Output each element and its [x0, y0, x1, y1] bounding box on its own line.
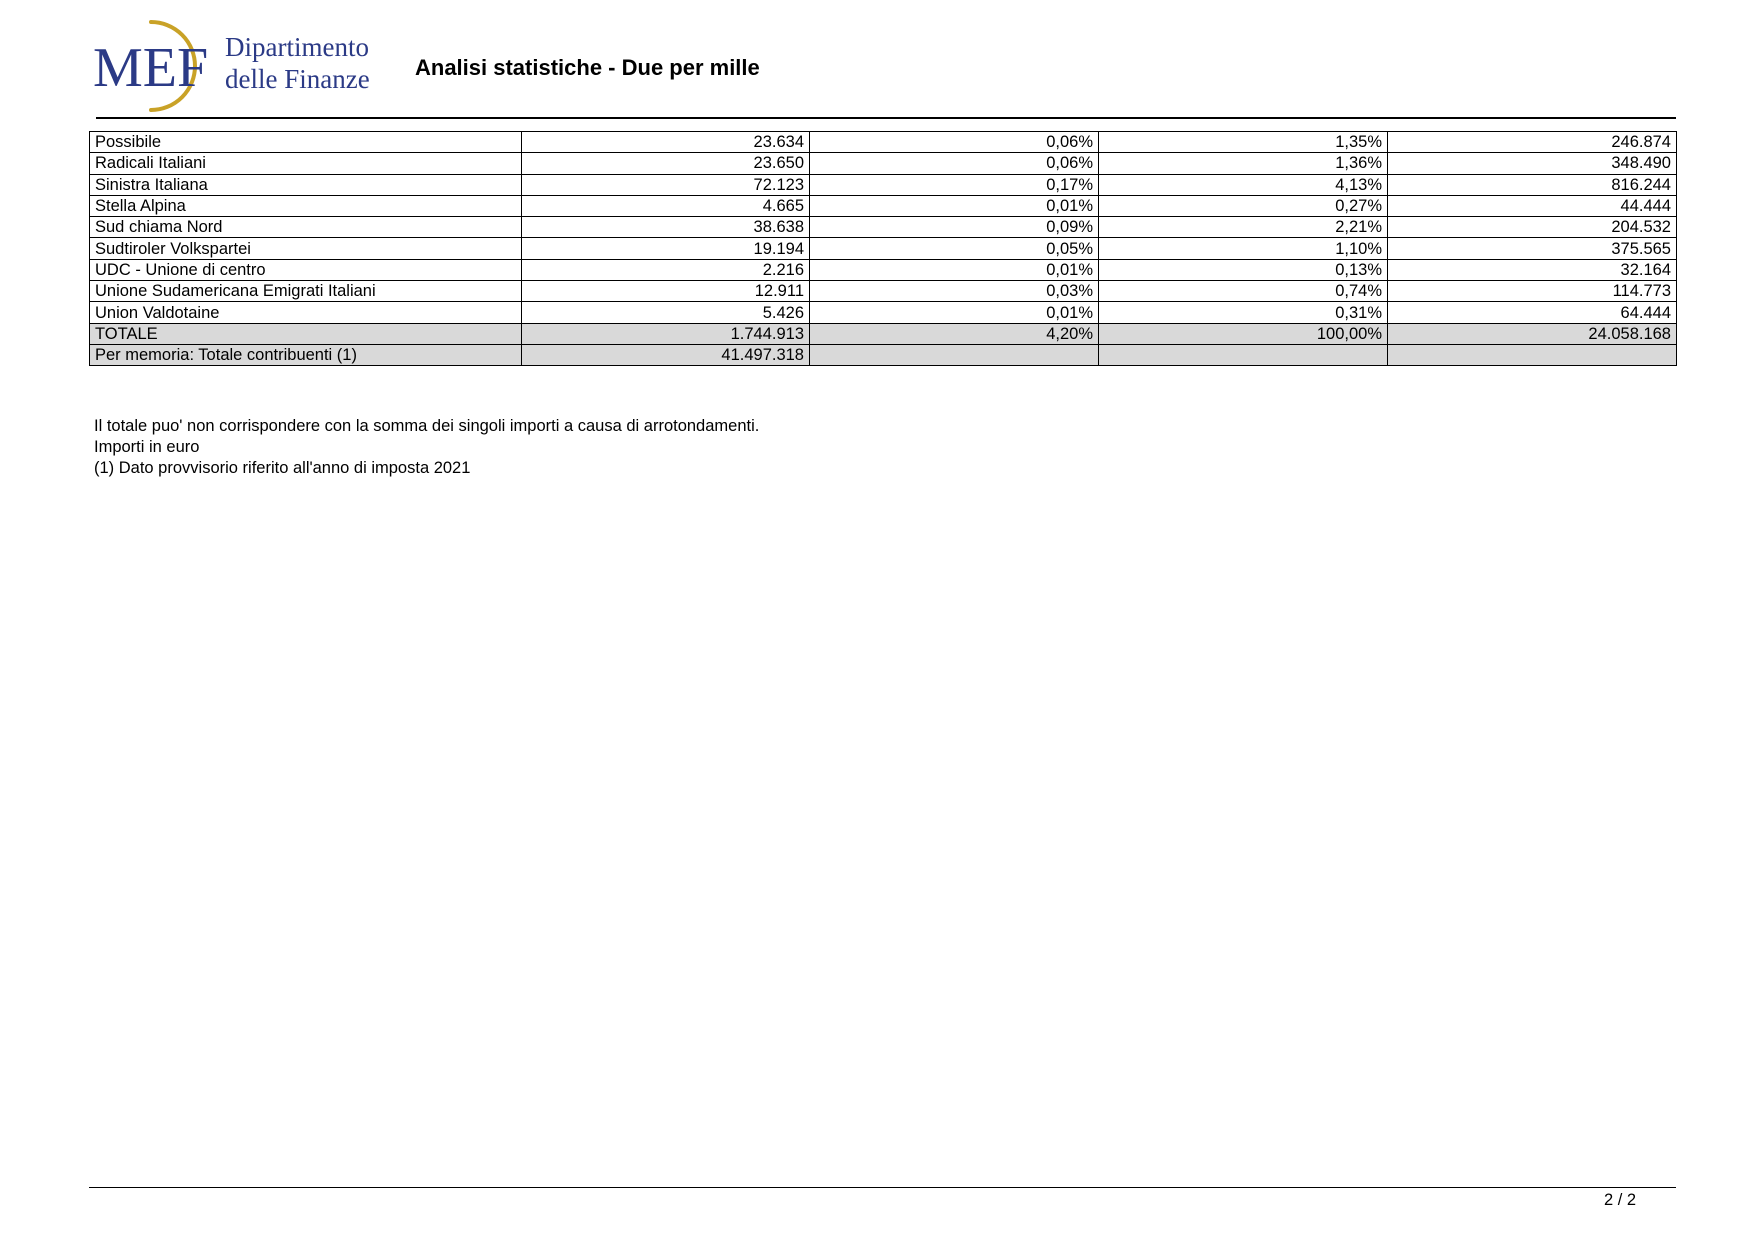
table-row — [90, 302, 1677, 323]
cell-c3: 0,31% — [1099, 302, 1388, 323]
total-row — [90, 323, 1677, 344]
document-title: Analisi statistiche - Due per mille — [415, 55, 760, 80]
cell-c3: 2,21% — [1099, 217, 1388, 238]
cell-c4: 375.565 — [1388, 238, 1677, 259]
cell-c2: 0,09% — [810, 217, 1099, 238]
cell-c2: 0,03% — [810, 281, 1099, 302]
table-row — [90, 281, 1677, 302]
table-row — [90, 238, 1677, 259]
row-label: Sinistra Italiana — [90, 174, 522, 195]
cell-c3: 0,74% — [1099, 281, 1388, 302]
cell-c3 — [1099, 344, 1388, 365]
cell-c3: 1,10% — [1099, 238, 1388, 259]
cell-c4: 114.773 — [1388, 281, 1677, 302]
cell-c2: 4,20% — [810, 323, 1099, 344]
cell-c3: 1,35% — [1099, 132, 1388, 153]
logo-department-line2: delle Finanze — [225, 64, 370, 94]
cell-c1: 5.426 — [522, 302, 810, 323]
cell-c1: 12.911 — [522, 281, 810, 302]
row-label: Stella Alpina — [90, 195, 522, 216]
cell-c4: 816.244 — [1388, 174, 1677, 195]
cell-c1: 4.665 — [522, 195, 810, 216]
cell-c2: 0,01% — [810, 259, 1099, 280]
footnote-rounding: Il totale puo' non corrispondere con la somma dei singoli importi a causa di arrotondamenti. — [94, 417, 760, 435]
cell-c2: 0,05% — [810, 238, 1099, 259]
cell-c1: 72.123 — [522, 174, 810, 195]
cell-c4 — [1388, 344, 1677, 365]
cell-c3: 0,27% — [1099, 195, 1388, 216]
row-label: Sud chiama Nord — [90, 217, 522, 238]
row-label: Possibile — [90, 132, 522, 153]
row-label: Sudtiroler Volkspartei — [90, 238, 522, 259]
cell-c3: 4,13% — [1099, 174, 1388, 195]
cell-c2: 0,01% — [810, 302, 1099, 323]
cell-c4: 348.490 — [1388, 153, 1677, 174]
row-label: Per memoria: Totale contribuenti (1) — [90, 344, 522, 365]
cell-c4: 44.444 — [1388, 195, 1677, 216]
header-divider — [96, 117, 1676, 119]
footnote-currency: Importi in euro — [94, 438, 200, 456]
cell-c1: 19.194 — [522, 238, 810, 259]
cell-c4: 64.444 — [1388, 302, 1677, 323]
cell-c4: 246.874 — [1388, 132, 1677, 153]
cell-c2: 0,01% — [810, 195, 1099, 216]
table-row — [90, 217, 1677, 238]
cell-c1: 23.634 — [522, 132, 810, 153]
cell-c1: 38.638 — [522, 217, 810, 238]
cell-c3: 0,13% — [1099, 259, 1388, 280]
cell-c2: 0,17% — [810, 174, 1099, 195]
table-row — [90, 195, 1677, 216]
cell-c2 — [810, 344, 1099, 365]
table-row — [90, 259, 1677, 280]
footnote-provisional: (1) Dato provvisorio riferito all'anno di imposta 2021 — [94, 459, 471, 477]
page-header — [89, 8, 1675, 118]
cell-c4: 32.164 — [1388, 259, 1677, 280]
cell-c3: 100,00% — [1099, 323, 1388, 344]
cell-c1: 23.650 — [522, 153, 810, 174]
mef-logo-mark — [89, 10, 379, 114]
cell-c2: 0,06% — [810, 132, 1099, 153]
table-row — [90, 174, 1677, 195]
memo-row — [90, 344, 1677, 365]
row-label: Unione Sudamericana Emigrati Italiani — [90, 281, 522, 302]
row-label: Union Valdotaine — [90, 302, 522, 323]
cell-c3: 1,36% — [1099, 153, 1388, 174]
row-label: Radicali Italiani — [90, 153, 522, 174]
due-per-mille-table — [89, 131, 1677, 366]
table-row — [90, 132, 1677, 153]
row-label: TOTALE — [90, 323, 522, 344]
cell-c2: 0,06% — [810, 153, 1099, 174]
cell-c4: 204.532 — [1388, 217, 1677, 238]
cell-c1: 41.497.318 — [522, 344, 810, 365]
cell-c1: 2.216 — [522, 259, 810, 280]
logo-department-line1: Dipartimento — [225, 32, 369, 62]
page-number: 2 / 2 — [1604, 1191, 1637, 1209]
cell-c1: 1.744.913 — [522, 323, 810, 344]
footnotes — [94, 416, 759, 479]
footer-divider — [89, 1187, 1676, 1188]
mef-logo — [89, 10, 379, 114]
row-label: UDC - Unione di centro — [90, 259, 522, 280]
table-row — [90, 153, 1677, 174]
cell-c4: 24.058.168 — [1388, 323, 1677, 344]
logo-letters: MEF — [93, 37, 209, 99]
